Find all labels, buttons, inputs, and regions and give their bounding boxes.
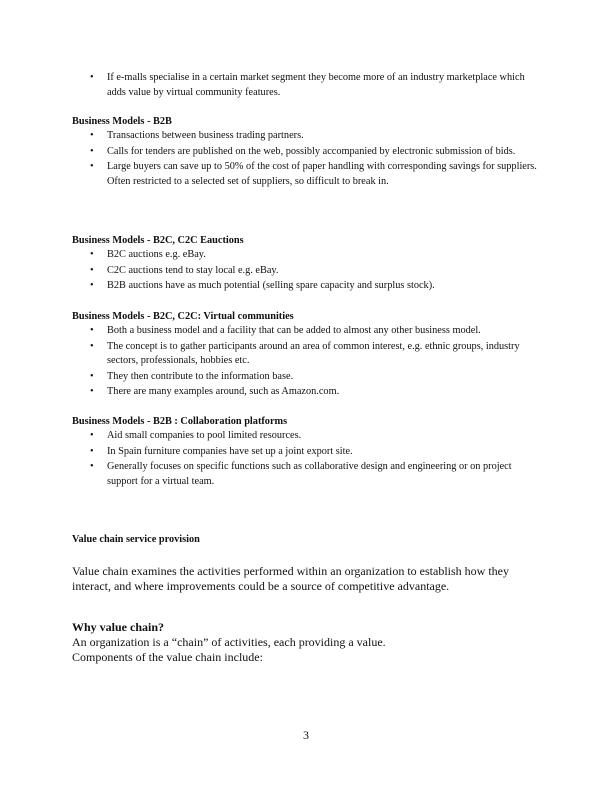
paragraph: Value chain examines the activities performed within an organization to establish how they interact, and where improvements could be a source of competitive advantage. — [72, 564, 509, 593]
bullet-icon: • — [90, 370, 94, 382]
bullet-icon: • — [90, 72, 94, 83]
bullet-icon: • — [90, 249, 94, 260]
section-heading: Business Models - B2B — [72, 116, 172, 127]
list-item-text: Calls for tenders are published on the web, possibly accompanied by electronic submission of bids. — [107, 145, 516, 157]
list-item — [72, 279, 542, 294]
list-item — [72, 160, 542, 189]
bullet-icon: • — [90, 325, 94, 336]
bullet-icon: • — [90, 340, 94, 352]
text-line: Components of the value chain include: — [72, 650, 263, 664]
value-chain-heading-block — [72, 533, 542, 547]
list-item-text: B2B auctions have as much potential (selling spare capacity and surplus stock). — [107, 280, 435, 291]
list-item — [72, 340, 542, 369]
list-item — [72, 71, 542, 100]
bullet-icon: • — [90, 264, 94, 276]
list-item-text: There are many examples around, such as Amazon.com. — [107, 386, 340, 397]
list-item-text: Transactions between business trading partners. — [107, 130, 304, 141]
section-b2b — [72, 115, 542, 190]
bullet-icon: • — [90, 445, 94, 457]
section-eauctions — [72, 234, 542, 295]
list-item-text: B2C auctions e.g. eBay. — [107, 249, 206, 260]
list-item-text: They then contribute to the information base. — [107, 370, 294, 382]
section-heading: Business Models - B2C, C2C: Virtual communities — [72, 311, 294, 322]
bullet-icon: • — [90, 130, 94, 141]
list-item-text: Both a business model and a facility that can be added to almost any other business model. — [107, 325, 481, 336]
list-item-text: The concept is to gather participants around an area of common interest, e.g. ethnic groups, industry sectors, professionals, hobbies etc. — [107, 340, 520, 366]
intro-list — [72, 71, 542, 101]
section-heading: Business Models - B2C, C2C Eauctions — [72, 235, 244, 246]
list-item-text: C2C auctions tend to stay local e.g. eBay. — [107, 264, 279, 276]
section-heading: Business Models - B2B : Collaboration platforms — [72, 416, 288, 427]
list-item-text: Large buyers can save up to 50% of the cost of paper handling with corresponding savings for suppliers. Often restricted to a selected set of suppliers, so difficult to break in. — [107, 161, 537, 187]
bullet-icon: • — [90, 461, 94, 472]
list-item — [72, 145, 542, 160]
text-line: An organization is a “chain” of activities, each providing a value. — [72, 635, 386, 649]
page-number: 3 — [303, 728, 309, 742]
section-heading: Value chain service provision — [72, 534, 200, 545]
list-item — [72, 460, 542, 489]
bullet-icon: • — [90, 430, 94, 441]
list-item — [72, 129, 542, 144]
list-item — [72, 385, 542, 400]
list-item — [72, 248, 542, 263]
list-item-text: Aid small companies to pool limited resources. — [107, 430, 302, 441]
section-collaboration — [72, 415, 542, 490]
bullet-icon: • — [90, 386, 94, 397]
list-item — [72, 445, 542, 460]
list-item-text: Generally focuses on specific functions such as collaborative design and engineering or on project support for a virtual team. — [107, 461, 512, 487]
list-item-text: In Spain furniture companies have set up a joint export site. — [107, 445, 353, 457]
subheading: Why value chain? — [72, 620, 165, 634]
why-value-chain-block — [72, 620, 542, 665]
section-virtual-communities — [72, 310, 542, 401]
bullet-icon: • — [90, 161, 94, 172]
list-item — [72, 370, 542, 385]
value-chain-paragraph-block — [72, 564, 532, 594]
bullet-icon: • — [90, 145, 94, 157]
list-item — [72, 264, 542, 279]
list-item-text: If e-malls specialise in a certain market segment they become more of an industry marketplace which adds value by virtual community features. — [107, 72, 525, 98]
bullet-icon: • — [90, 280, 94, 291]
list-item — [72, 324, 542, 339]
list-item — [72, 429, 542, 444]
